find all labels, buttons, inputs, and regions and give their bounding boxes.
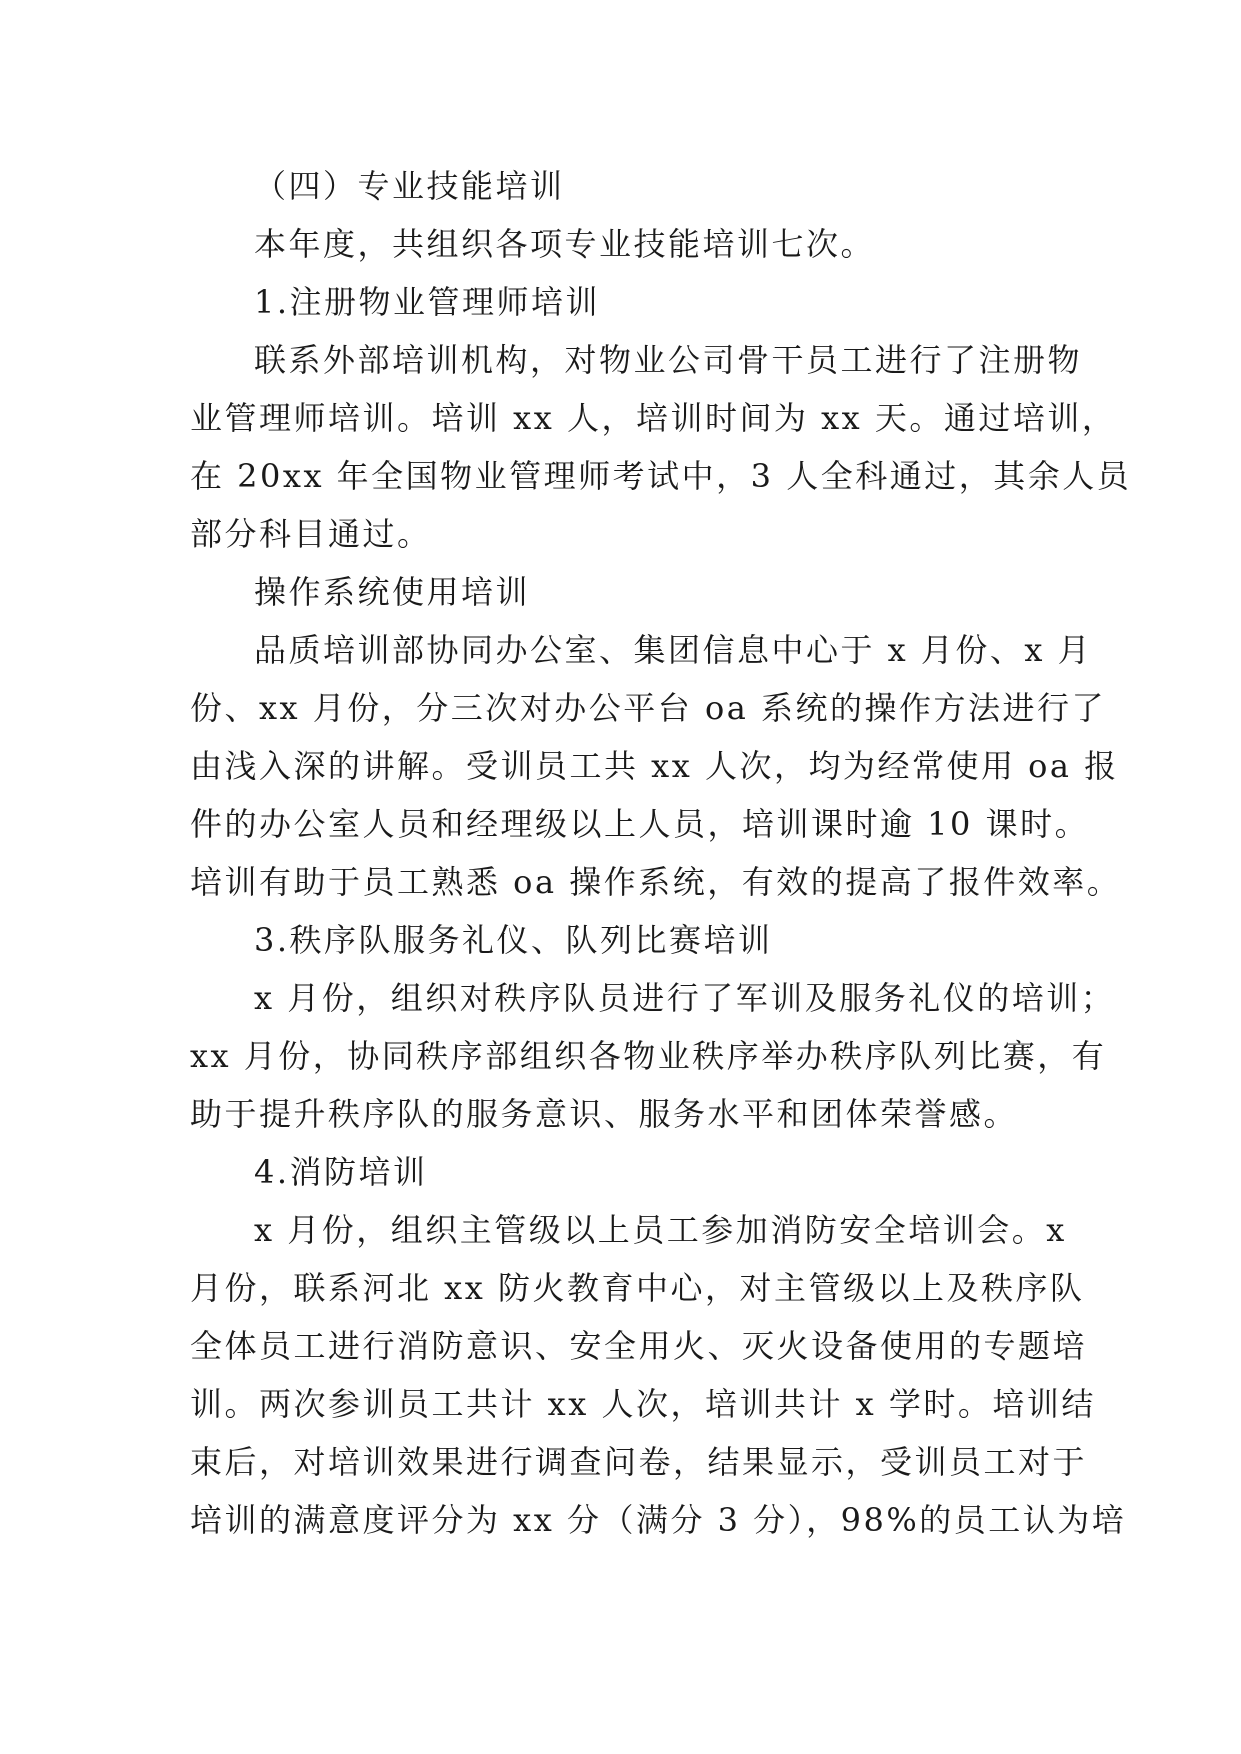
paragraph-line: 在 20xx 年全国物业管理师考试中，3 人全科通过，其余人员 xyxy=(190,457,1132,495)
subsection-heading: 4.消防培训 xyxy=(254,1153,428,1191)
subsection-heading: 1.注册物业管理师培训 xyxy=(254,283,601,321)
paragraph-line: 培训有助于员工熟悉 oa 操作系统，有效的提高了报件效率。 xyxy=(190,863,1122,901)
paragraph-line: x 月份，组织主管级以上员工参加消防安全培训会。x xyxy=(254,1211,1067,1249)
paragraph-line: 业管理师培训。培训 xx 人，培训时间为 xx 天。通过培训， xyxy=(190,399,1117,437)
paragraph-line: 月份，联系河北 xx 防火教育中心，对主管级以上及秩序队 xyxy=(190,1269,1085,1307)
paragraph-line: 部分科目通过。 xyxy=(190,515,432,553)
document-body xyxy=(190,157,1132,1549)
paragraph-line: 培训的满意度评分为 xx 分（满分 3 分），98%的员工认为培 xyxy=(190,1501,1127,1539)
paragraph-line: 联系外部培训机构，对物业公司骨干员工进行了注册物 xyxy=(254,341,1083,379)
paragraph-line: 本年度，共组织各项专业技能培训七次。 xyxy=(254,225,876,263)
subsection-heading: 操作系统使用培训 xyxy=(254,573,531,611)
paragraph-line: xx 月份，协同秩序部组织各物业秩序举办秩序队列比赛，有 xyxy=(190,1037,1107,1075)
section-heading: （四）专业技能培训 xyxy=(254,167,565,205)
paragraph-line: 束后，对培训效果进行调查问卷，结果显示，受训员工对于 xyxy=(190,1443,1088,1481)
paragraph-line: 件的办公室人员和经理级以上人员，培训课时逾 10 课时。 xyxy=(190,805,1090,843)
paragraph-line: 品质培训部协同办公室、集团信息中心于 x 月份、x 月 xyxy=(254,631,1093,669)
paragraph-line: x 月份，组织对秩序队员进行了军训及服务礼仪的培训； xyxy=(254,979,1116,1017)
paragraph-line: 助于提升秩序队的服务意识、服务水平和团体荣誉感。 xyxy=(190,1095,1019,1133)
subsection-heading: 3.秩序队服务礼仪、队列比赛培训 xyxy=(254,921,773,959)
paragraph-line: 全体员工进行消防意识、安全用火、灭火设备使用的专题培 xyxy=(190,1327,1088,1365)
paragraph-line: 份、xx 月份，分三次对办公平台 oa 系统的操作方法进行了 xyxy=(190,689,1106,727)
paragraph-line: 训。两次参训员工共计 xx 人次，培训共计 x 学时。培训结 xyxy=(190,1385,1096,1423)
paragraph-line: 由浅入深的讲解。受训员工共 xx 人次，均为经常使用 oa 报 xyxy=(190,747,1119,785)
